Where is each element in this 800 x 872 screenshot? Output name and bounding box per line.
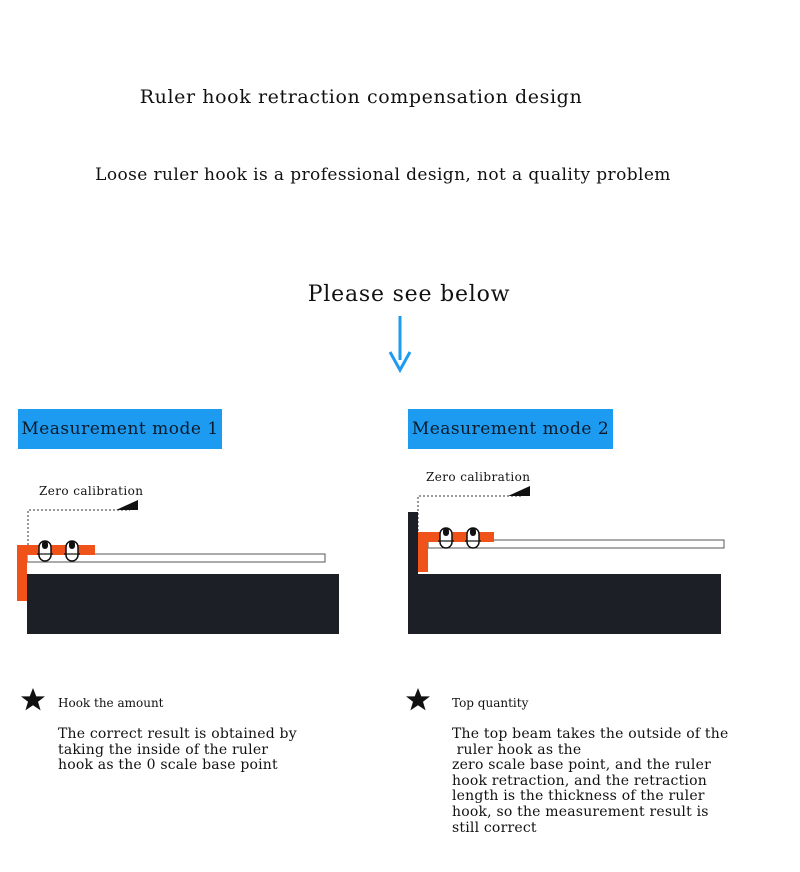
mode2-hook-horizontal	[418, 532, 494, 542]
mode2-description: The top beam takes the outside of the ruler hook as the zero scale base point, and the ruler hook retraction, and the retraction length is the thickness of the ruler hook, so the measurement result is still correct	[452, 726, 729, 836]
mode2-label-box	[408, 409, 613, 449]
mode2-label: Measurement mode 2	[411, 419, 610, 439]
mode1-hook-horizontal	[17, 545, 95, 555]
mode1-zero-marker	[116, 500, 138, 510]
page-title: Ruler hook retraction compensation design	[139, 86, 583, 108]
mode2-zero-calibration-label: Zero calibration	[426, 470, 531, 484]
mode1-zero-dashed-line	[28, 510, 130, 545]
mode1-label: Measurement mode 1	[21, 419, 219, 439]
mode1-description: The correct result is obtained by taking the inside of the ruler hook as the 0 scale base point	[58, 726, 297, 774]
mode1-zero-calibration-label: Zero calibration	[39, 484, 144, 498]
star-icon	[21, 688, 45, 710]
mode2-heading: Top quantity	[452, 696, 529, 710]
star-icon	[406, 688, 430, 710]
page-subtitle: Loose ruler hook is a professional design, not a quality problem	[95, 165, 671, 185]
mode1-label-box	[18, 409, 222, 449]
mode2-zero-marker	[508, 486, 530, 496]
see-below-label: Please see below	[307, 282, 511, 307]
mode2-illustration	[408, 486, 724, 634]
arrow-down-icon	[390, 316, 410, 370]
mode1-base-block	[27, 574, 339, 634]
mode2-base-block	[408, 574, 721, 634]
mode1-heading: Hook the amount	[58, 696, 164, 710]
mode1-illustration	[17, 500, 339, 634]
